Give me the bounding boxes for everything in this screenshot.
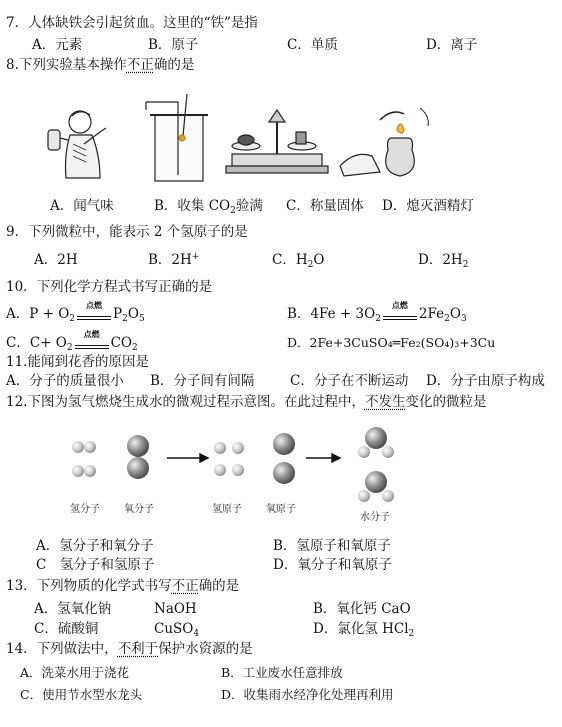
q7-option-d: D．离子 bbox=[426, 37, 478, 53]
q10-option-c bbox=[6, 328, 138, 353]
q11-option-b: B．分子间有间隔 bbox=[150, 373, 255, 389]
q10-b-right-sub1: 2 bbox=[444, 314, 450, 324]
q13-option-c bbox=[34, 620, 98, 638]
q12-option-b: B．氢原子和氧原子 bbox=[273, 538, 391, 554]
q13-a-name: A．氢氧化钠 bbox=[34, 601, 112, 617]
q13-option-a bbox=[34, 600, 111, 618]
q7-option-a: A．元素 bbox=[32, 37, 83, 53]
q13-b-formula: CaO bbox=[381, 601, 411, 617]
q10-b-right-mid: O bbox=[449, 306, 461, 322]
q9-option-c-end: O bbox=[313, 252, 325, 268]
smell-gas-figure bbox=[48, 111, 106, 178]
label-water-molecule: 水分子 bbox=[360, 512, 390, 523]
q10-b-right-sub2: 3 bbox=[460, 314, 467, 324]
q13-option-b bbox=[313, 600, 411, 618]
q9-option-a: A．2H bbox=[34, 252, 78, 268]
q10-c-left-sub: 2 bbox=[66, 343, 73, 353]
q13-c-name: C．硫酸铜 bbox=[34, 621, 99, 637]
q12-option-d: D．氧分子和氧原子 bbox=[273, 557, 392, 573]
q13-b-name: B．氧化钙 bbox=[313, 601, 377, 617]
q8-apparatus-figure bbox=[0, 80, 562, 190]
q10-b-left-sub: 2 bbox=[375, 314, 381, 324]
q10-option-a bbox=[6, 299, 145, 324]
q9-option-d bbox=[418, 251, 468, 269]
q9-stem: 9．下列微粒中，能表示 2 个氢原子的是 bbox=[6, 224, 248, 240]
alcohol-lamp-figure bbox=[340, 108, 428, 176]
q13-stem-emphasis: 不正 bbox=[171, 578, 199, 594]
q10-option-b bbox=[287, 299, 467, 324]
q9-option-d-sub: 2 bbox=[462, 260, 469, 270]
q8-option-c: C．称量固体 bbox=[286, 198, 364, 214]
q7-option-b: B．原子 bbox=[148, 37, 199, 53]
q14-stem-end: 保护水资源的是 bbox=[158, 641, 253, 657]
q13-c-formula: CuSO bbox=[154, 621, 194, 637]
q8-stem-text: 8.下列实验基本操作 bbox=[6, 57, 127, 73]
label-oxygen-molecule: 氧分子 bbox=[124, 504, 154, 515]
q8-option-a: A．闻气味 bbox=[50, 198, 114, 214]
q9-option-b-text: B．2H bbox=[148, 252, 192, 268]
q13-stem-end: 确的是 bbox=[198, 578, 240, 594]
q11-stem: 11.能闻到花香的原因是 bbox=[6, 354, 149, 370]
q8-stem-end: 确的是 bbox=[153, 57, 195, 73]
hydrogen-atoms bbox=[214, 442, 244, 476]
q10-c-left: C．C+ O bbox=[6, 335, 67, 351]
q10-c-arrow bbox=[75, 328, 109, 350]
label-hydrogen-atom: 氢原子 bbox=[212, 504, 242, 515]
q8-option-d: D．熄灭酒精灯 bbox=[382, 198, 474, 214]
q9-option-c-sub: 2 bbox=[307, 260, 314, 270]
q10-b-condition: 点燃 bbox=[391, 299, 408, 310]
q12-option-c: C 氢分子和氢原子 bbox=[36, 557, 155, 573]
q9-option-b bbox=[148, 251, 199, 269]
q10-c-right-sub: 2 bbox=[131, 343, 138, 353]
q14-stem-text: 14．下列做法中， bbox=[6, 641, 118, 657]
q10-option-d: D．2Fe+3CuSO₄═Fe₂(SO₄)₃+3Cu bbox=[287, 335, 496, 350]
q8-option-b-end: 验满 bbox=[235, 198, 263, 214]
arrow-icon bbox=[167, 454, 208, 462]
q8-option-b-sub: 2 bbox=[230, 206, 236, 216]
q12-stem-text: 12.下图为氢气燃烧生成水的微观过程示意图。在此过程中， bbox=[6, 394, 365, 410]
q10-a-left-sub: 2 bbox=[69, 314, 76, 324]
q13-option-c-formula bbox=[154, 620, 199, 638]
q10-b-right: 2Fe bbox=[418, 306, 445, 322]
q12-stem bbox=[6, 393, 486, 411]
hydrogen-molecules bbox=[72, 441, 96, 477]
balance-figure bbox=[226, 110, 328, 173]
q13-stem-text: 13．下列物质的化学式书写 bbox=[6, 578, 172, 594]
q10-b-left: B．4Fe + 3O bbox=[287, 306, 376, 322]
arrow-icon bbox=[306, 454, 340, 462]
q9-option-c-text: C．H bbox=[272, 252, 308, 268]
q9-option-d-text: D．2H bbox=[418, 252, 463, 268]
q13-d-formula-sub: 2 bbox=[408, 629, 415, 639]
q13-d-formula: HCl bbox=[382, 621, 409, 637]
label-oxygen-atom: 氧原子 bbox=[266, 504, 296, 515]
q12-stem-emphasis: 不发生 bbox=[364, 394, 406, 410]
q12-molecule-diagram bbox=[0, 420, 562, 530]
q11-option-c: C．分子在不断运动 bbox=[290, 373, 409, 389]
water-molecules bbox=[358, 427, 394, 502]
q14-option-d: D．收集雨水经净化处理再利用 bbox=[221, 687, 394, 702]
q11-option-d: D．分子由原子构成 bbox=[426, 373, 545, 389]
q8-stem bbox=[6, 56, 194, 74]
q10-c-right: CO bbox=[110, 335, 132, 351]
q10-a-right-sub1: 2 bbox=[122, 314, 128, 324]
q14-option-c: C．使用节水型水龙头 bbox=[20, 687, 143, 702]
q10-a-right: P bbox=[113, 306, 123, 322]
q14-option-a: A．洗菜水用于浇花 bbox=[20, 665, 130, 680]
q12-stem-end: 变化的微粒是 bbox=[405, 394, 487, 410]
q14-stem-emphasis: 不利于 bbox=[117, 641, 159, 657]
q12-option-a: A．氢分子和氧分子 bbox=[36, 538, 154, 554]
q10-stem: 10．下列化学方程式书写正确的是 bbox=[6, 279, 213, 295]
q13-c-formula-sub: 4 bbox=[193, 629, 200, 639]
q7-stem: 7．人体缺铁会引起贫血。这里的“铁”是指 bbox=[6, 15, 258, 31]
q14-option-b: B．工业废水任意排放 bbox=[221, 665, 343, 680]
q8-option-b bbox=[154, 197, 263, 215]
q9-option-c bbox=[272, 251, 324, 269]
q10-b-arrow bbox=[383, 299, 417, 321]
label-hydrogen-molecule: 氢分子 bbox=[70, 504, 100, 515]
q10-a-left: A．P + O bbox=[6, 306, 70, 322]
q8-stem-emphasis: 不正 bbox=[126, 57, 154, 73]
q10-a-right-sub2: 5 bbox=[138, 314, 145, 324]
q10-a-right-mid: O bbox=[127, 306, 139, 322]
q14-stem bbox=[6, 640, 253, 658]
q13-stem bbox=[6, 577, 239, 595]
q13-option-a-formula: NaOH bbox=[154, 601, 197, 617]
q8-option-b-text: B．收集 CO bbox=[154, 198, 231, 214]
q10-c-condition: 点燃 bbox=[83, 328, 100, 339]
q11-option-a: A．分子的质量很小 bbox=[6, 373, 124, 389]
q13-option-d bbox=[313, 620, 414, 638]
q10-a-arrow bbox=[77, 299, 111, 321]
oxygen-atoms bbox=[273, 433, 295, 484]
q10-a-condition: 点燃 bbox=[86, 299, 103, 310]
oxygen-molecule bbox=[127, 435, 149, 479]
q13-d-name: D．氯化氢 bbox=[313, 621, 378, 637]
q7-option-c: C．单质 bbox=[287, 37, 338, 53]
co2-collection-figure bbox=[146, 94, 208, 181]
q9-option-b-sup: + bbox=[191, 252, 200, 262]
